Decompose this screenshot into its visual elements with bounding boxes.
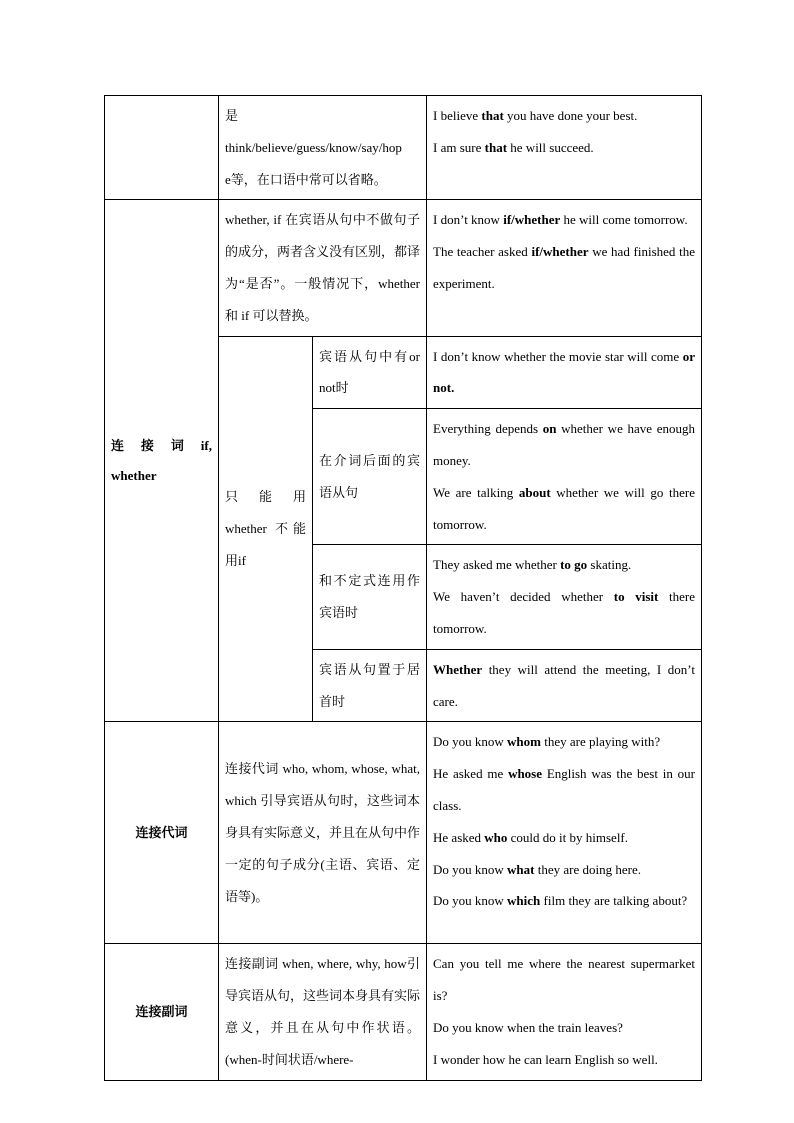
example-sentence: We are talking about whether we will go there tomorrow.: [433, 484, 696, 532]
desc-line: think/believe/guess/know/say/hop: [225, 139, 402, 155]
example-sentence: I believe that you have done your best.: [433, 108, 638, 123]
desc-line: 是: [225, 108, 239, 123]
example-sentence: We haven’t decided whether to visit there tomorrow.: [433, 589, 696, 636]
category-cell: 连 接 词 if, whether: [105, 200, 219, 722]
examples-cell: [427, 409, 702, 545]
example-sentence: I don’t know whether the movie star will come or not.: [433, 348, 696, 396]
desc-line: e等，在口语中常可以省略。: [225, 171, 387, 187]
category-cell: [105, 96, 219, 200]
grammar-table: [104, 95, 702, 1081]
example-sentence: I don’t know if/whether he will come tomorrow.: [433, 212, 688, 228]
only-whether-cell: 只 能 用 whether 不能用if: [219, 336, 313, 722]
example-sentence: He asked who could do it by himself.: [433, 829, 629, 845]
examples-cell: [427, 200, 702, 336]
example-sentence: I wonder how he can learn English so well.: [433, 1051, 658, 1067]
examples-cell: [427, 722, 702, 944]
example-sentence: Do you know what they are doing here.: [433, 861, 641, 877]
category-cell: 连接代词: [105, 722, 219, 944]
condition-cell: 和不定式连用作宾语时: [313, 545, 427, 649]
example-sentence: Can you tell me where the nearest supermarket is?: [433, 956, 696, 1004]
category-cell: 连接副词: [105, 944, 219, 1080]
examples-cell: [427, 649, 702, 722]
examples-cell: [427, 336, 702, 409]
table-row: [105, 944, 702, 1080]
description-cell: whether, if 在宾语从句中不做句子的成分，两者含义没有区别，都译为“是否”。一般情况下，whether和 if 可以替换。: [219, 200, 427, 336]
example-sentence: Whether they will attend the meeting, I don’t care.: [433, 661, 696, 709]
example-sentence: Do you know whom they are playing with?: [433, 734, 661, 750]
description-cell: 连接副词 when, where, why, how引导宾语从句，这些词本身具有实际意义，并且在从句中作状语。(when-时间状语/where-: [219, 944, 427, 1080]
example-sentence: He asked me whose English was the best in our class.: [433, 766, 696, 813]
example-sentence: They asked me whether to go skating.: [433, 557, 632, 573]
examples-cell: [427, 96, 702, 200]
table-row: [105, 722, 702, 944]
example-sentence: Everything depends on whether we have enough money.: [433, 421, 696, 468]
table-row: [105, 96, 702, 200]
example-sentence: The teacher asked if/whether we had finished the experiment.: [433, 244, 695, 291]
condition-cell: 宾语从句置于居首时: [313, 649, 427, 722]
condition-cell: 宾语从句中有or not时: [313, 336, 427, 409]
examples-cell: [427, 944, 702, 1080]
condition-cell: 在介词后面的宾语从句: [313, 409, 427, 545]
table-row: [105, 200, 702, 336]
example-sentence: Do you know which film they are talking about?: [433, 893, 688, 909]
description-cell: [219, 96, 427, 200]
example-sentence: Do you know when the train leaves?: [433, 1019, 623, 1035]
example-sentence: I am sure that he will succeed.: [433, 139, 594, 155]
description-cell: 连接代词 who, whom, whose, what, which 引导宾语从句时，这些词本身具有实际意义，并且在从句中作一定的句子成分(主语、宾语、定语等)。: [219, 722, 427, 944]
examples-cell: [427, 545, 702, 649]
